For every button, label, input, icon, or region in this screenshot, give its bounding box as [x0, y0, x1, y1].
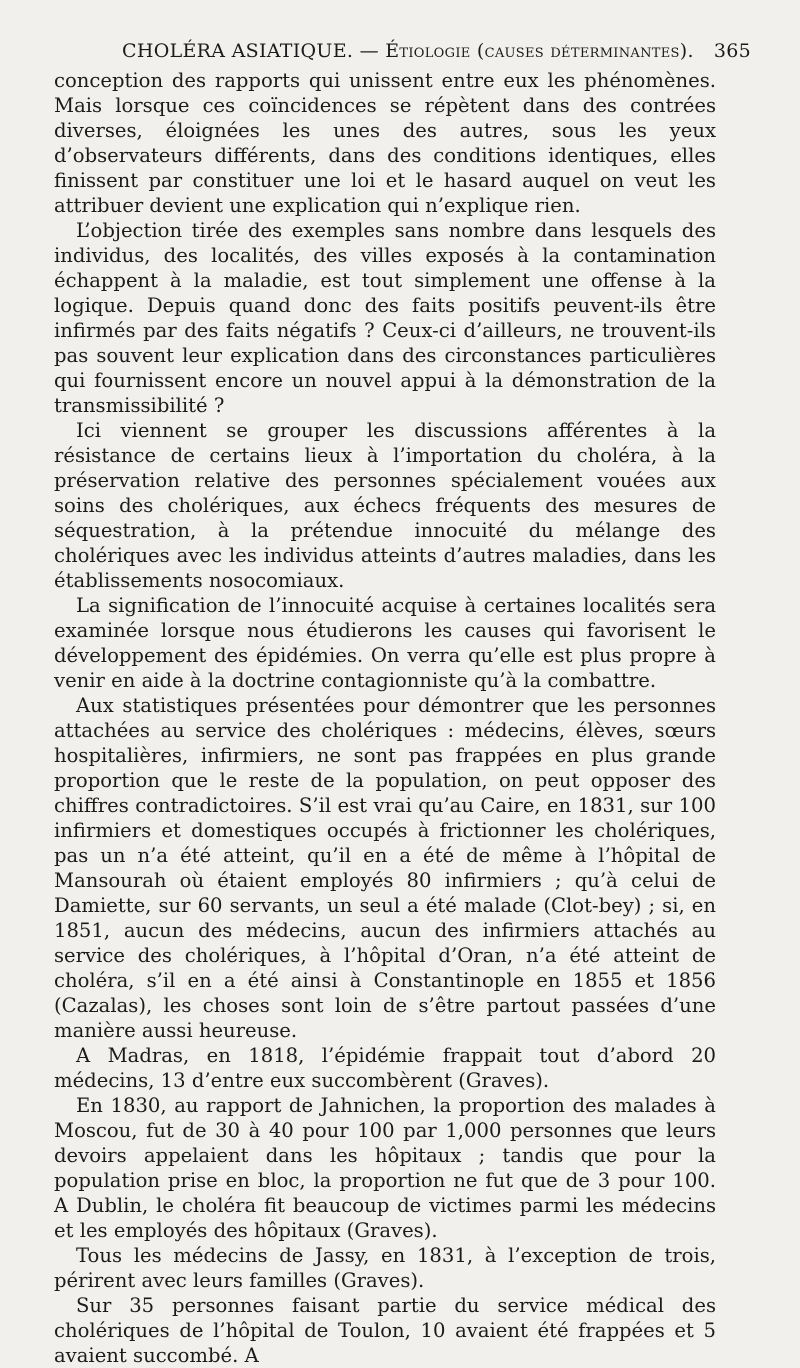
- running-title-main: CHOLÉRA ASIATIQUE. —: [122, 40, 386, 62]
- paragraph: A Madras, en 1818, l’épidémie frappait tout d’abord 20 médecins, 13 d’entre eux succombèrent (Graves).: [54, 1044, 716, 1092]
- paragraph: Sur 35 personnes faisant partie du service médical des cholériques de l’hôpital de Toulon, 10 avaient été frappées et 5 avaient succombé. A: [54, 1294, 716, 1367]
- paragraph: En 1830, au rapport de Jahnichen, la proportion des malades à Moscou, fut de 30 à 40 pour 100 par 1,000 personnes que leurs devoirs appelaient dans les hôpitaux ; tandis que pour la population prise en bloc, la proportion ne fut que de 3 pour 100. A Dublin, le choléra fit beaucoup de victimes parmi les médecins et les employés des hôpitaux (Graves).: [54, 1094, 716, 1242]
- book-page: [54, 40, 751, 1368]
- paragraph: Aux statistiques présentées pour démontrer que les personnes attachées au service des cholériques : médecins, élèves, sœurs hospitalières, infirmiers, ne sont pas frappées en plus grande proportion que le reste de la population, on peut opposer des chiffres contradictoires. S’il est vrai qu’au Caire, en 1831, sur 100 infirmiers et domestiques occupés à frictionner les cholériques, pas un n’a été atteint, qu’il en a été de même à l’hôpital de Mansourah où étaient employés 80 infirmiers ; qu’à celui de Damiette, sur 60 servants, un seul a été malade (Clot-bey) ; si, en 1851, aucun des médecins, aucun des infirmiers attachés au service des cholériques, à l’hôpital d’Oran, n’a été atteint de choléra, s’il en a été ainsi à Constantinople en 1855 et 1856 (Cazalas), les choses sont loin de s’être partout passées d’une manière aussi heureuse.: [54, 694, 716, 1042]
- running-header: [54, 40, 751, 62]
- running-title-section: Étiologie (causes déterminantes).: [385, 40, 694, 62]
- paragraph: Ici viennent se grouper les discussions afférentes à la résistance de certains lieux à l’importation du choléra, à la préservation relative des personnes spécialement vouées aux soins des cholériques, aux échecs fréquents des mesures de séquestration, à la prétendue innocuité du mélange des cholériques avec les individus atteints d’autres maladies, dans les établissements nosocomiaux.: [54, 419, 716, 592]
- body-text: [54, 68, 716, 1368]
- page-number: 365: [713, 40, 751, 62]
- paragraph: Tous les médecins de Jassy, en 1831, à l’exception de trois, périrent avec leurs familles (Graves).: [54, 1244, 716, 1292]
- paragraph-continued: conception des rapports qui unissent entre eux les phénomènes. Mais lorsque ces coïncidences se répètent dans des contrées diverses, éloignées les unes des autres, sous les yeux d’observateurs différents, dans des conditions identiques, elles finissent par constituer une loi et le hasard auquel on veut les attribuer devient une explication qui n’explique rien.: [54, 69, 716, 217]
- paragraph: La signification de l’innocuité acquise à certaines localités sera examinée lorsque nous étudierons les causes qui favorisent le développement des épidémies. On verra qu’elle est plus propre à venir en aide à la doctrine contagionniste qu’à la combattre.: [54, 594, 716, 692]
- paragraph: L’objection tirée des exemples sans nombre dans lesquels des individus, des localités, des villes exposés à la contamination échappent à la maladie, est tout simplement une offense à la logique. Depuis quand donc des faits positifs peuvent-ils être infirmés par des faits négatifs ? Ceux-ci d’ailleurs, ne trouvent-ils pas souvent leur explication dans des circonstances particulières qui fournissent encore un nouvel appui à la démonstration de la transmissibilité ?: [54, 219, 716, 417]
- running-title: [122, 40, 694, 62]
